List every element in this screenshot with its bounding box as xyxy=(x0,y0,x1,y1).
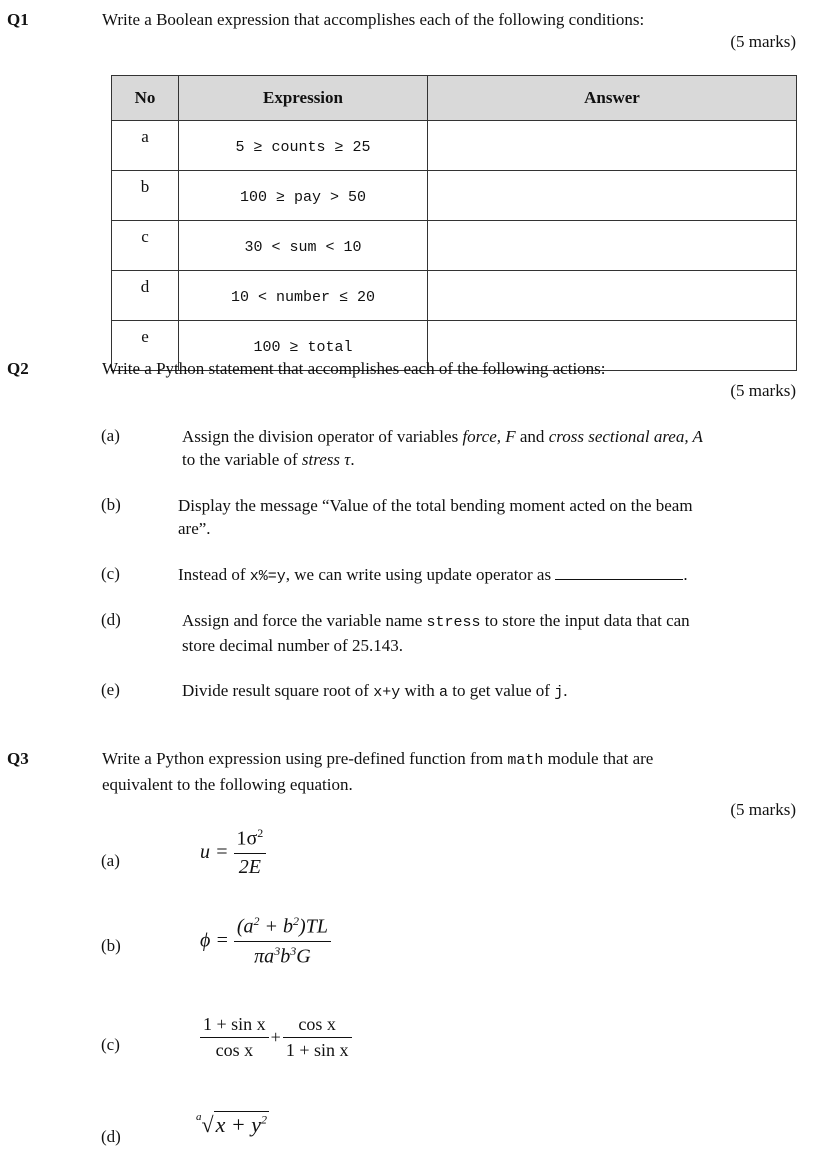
text-segment: to the variable of xyxy=(182,450,302,469)
row-no: b xyxy=(112,171,179,221)
text-segment: Write a Python expression using pre-defined function from xyxy=(102,749,508,768)
text-segment: module that are xyxy=(543,749,654,768)
code-segment: math xyxy=(507,752,544,769)
fraction xyxy=(234,826,267,879)
fraction xyxy=(234,914,331,968)
text-segment: to get value of xyxy=(447,681,555,700)
code-segment: a xyxy=(438,684,448,701)
text-segment: and xyxy=(515,427,549,446)
equation-c xyxy=(200,1014,352,1061)
numerator: cos x xyxy=(283,1014,352,1038)
superscript: 2 xyxy=(260,1112,267,1127)
table-row xyxy=(112,221,797,271)
equation-d xyxy=(196,1112,269,1138)
q3-item-label: (c) xyxy=(101,1035,120,1054)
q2-item-c-text xyxy=(178,563,808,588)
table-header-row xyxy=(112,76,797,121)
row-no: c xyxy=(112,221,179,271)
superscript: 2 xyxy=(253,914,260,928)
numerator: 1σ xyxy=(236,827,258,850)
q3-item-label: (d) xyxy=(101,1127,121,1146)
code-segment: x+y xyxy=(373,684,401,701)
table-row xyxy=(112,121,797,171)
text-segment: store decimal number of 25.143. xyxy=(182,636,403,655)
q2-item-label: (e) xyxy=(101,680,120,699)
plus-operator: + xyxy=(270,1027,281,1047)
row-no: e xyxy=(112,321,179,371)
text-segment: cross sectional area, A xyxy=(548,427,703,446)
text-segment: + b xyxy=(259,915,294,938)
q2-item-label: (b) xyxy=(101,495,121,514)
fraction xyxy=(283,1014,352,1061)
text-segment: G xyxy=(296,945,311,968)
text-segment: πa xyxy=(254,945,275,968)
superscript: 3 xyxy=(274,943,281,958)
question-number-3: Q3 xyxy=(7,749,29,768)
question-2-prompt: Write a Python statement that accomplishes each of the following actions: xyxy=(102,359,606,378)
row-no: a xyxy=(112,121,179,171)
text-segment: are”. xyxy=(178,519,211,538)
row-expression: 100 ≥ total xyxy=(179,321,428,371)
question-3-marks: (5 marks) xyxy=(730,800,796,819)
question-number-2: Q2 xyxy=(7,359,29,378)
q2-item-a-text xyxy=(182,425,802,471)
text-segment: (a xyxy=(236,915,254,938)
text-segment: Instead of xyxy=(178,565,250,584)
text-segment: Assign the division operator of variables xyxy=(182,427,463,446)
text-segment: x + y xyxy=(215,1112,261,1137)
q2-item-b-text xyxy=(178,494,808,540)
header-answer: Answer xyxy=(428,76,797,121)
header-no: No xyxy=(112,76,179,121)
row-expression: 5 ≥ counts ≥ 25 xyxy=(179,121,428,171)
text-segment: Divide result square root of xyxy=(182,681,374,700)
row-no: d xyxy=(112,271,179,321)
row-answer-cell[interactable] xyxy=(428,221,797,271)
code-segment: j xyxy=(554,684,564,701)
q3-item-label: (b) xyxy=(101,936,121,955)
equation-b xyxy=(200,914,331,968)
row-expression: 10 < number ≤ 20 xyxy=(179,271,428,321)
question-2-marks: (5 marks) xyxy=(730,381,796,400)
question-1-prompt: Write a Boolean expression that accomplishes each of the following conditions: xyxy=(102,10,645,29)
text-segment: b xyxy=(280,945,291,968)
radicand xyxy=(214,1111,269,1137)
equation-a xyxy=(200,826,266,879)
denominator: 2E xyxy=(238,855,261,878)
q2-item-label: (c) xyxy=(101,564,120,583)
superscript: 2 xyxy=(293,914,300,928)
q3-item-label: (a) xyxy=(101,851,120,870)
numerator: 1 + sin x xyxy=(200,1014,269,1038)
q2-item-d-text xyxy=(182,609,802,657)
root-index: a xyxy=(196,1110,202,1123)
q2-item-e-text xyxy=(182,679,802,704)
row-expression: 30 < sum < 10 xyxy=(179,221,428,271)
question-1-marks: (5 marks) xyxy=(730,32,796,51)
equation-lhs: u = xyxy=(200,840,229,863)
text-segment: . xyxy=(350,450,355,469)
q2-item-label: (d) xyxy=(101,610,121,629)
row-expression: 100 ≥ pay > 50 xyxy=(179,171,428,221)
row-answer-cell[interactable] xyxy=(428,271,797,321)
text-segment: Display the message “Value of the total bending moment acted on the beam xyxy=(178,496,693,515)
text-segment: . xyxy=(683,565,688,584)
text-segment: to store the input data that can xyxy=(480,611,690,630)
text-segment: . xyxy=(563,681,568,700)
table-row xyxy=(112,171,797,221)
answer-blank[interactable] xyxy=(555,563,683,580)
text-segment: Assign and force the variable name xyxy=(182,611,427,630)
code-segment: x%=y xyxy=(249,568,286,585)
q2-item-label: (a) xyxy=(101,426,120,445)
superscript: 3 xyxy=(290,943,297,958)
text-segment: )TL xyxy=(299,915,328,938)
text-segment: with xyxy=(400,681,439,700)
denominator: cos x xyxy=(215,1040,254,1060)
text-segment: force, F xyxy=(462,427,516,446)
question-number-1: Q1 xyxy=(7,10,29,29)
denominator: 1 + sin x xyxy=(285,1040,349,1060)
question-3-prompt xyxy=(102,747,802,797)
equation-lhs: ϕ = xyxy=(200,929,229,952)
text-segment: equivalent to the following equation. xyxy=(102,775,353,794)
boolean-expression-table xyxy=(111,75,797,371)
text-segment: stress τ xyxy=(301,450,351,469)
text-segment: , we can write using update operator as xyxy=(285,565,556,584)
fraction xyxy=(200,1014,269,1061)
radical-sign-icon: √ xyxy=(201,1112,214,1137)
table-row xyxy=(112,271,797,321)
row-answer-cell[interactable] xyxy=(428,121,797,171)
row-answer-cell[interactable] xyxy=(428,171,797,221)
superscript: 2 xyxy=(257,826,264,840)
header-expression: Expression xyxy=(179,76,428,121)
code-segment: stress xyxy=(426,614,481,631)
